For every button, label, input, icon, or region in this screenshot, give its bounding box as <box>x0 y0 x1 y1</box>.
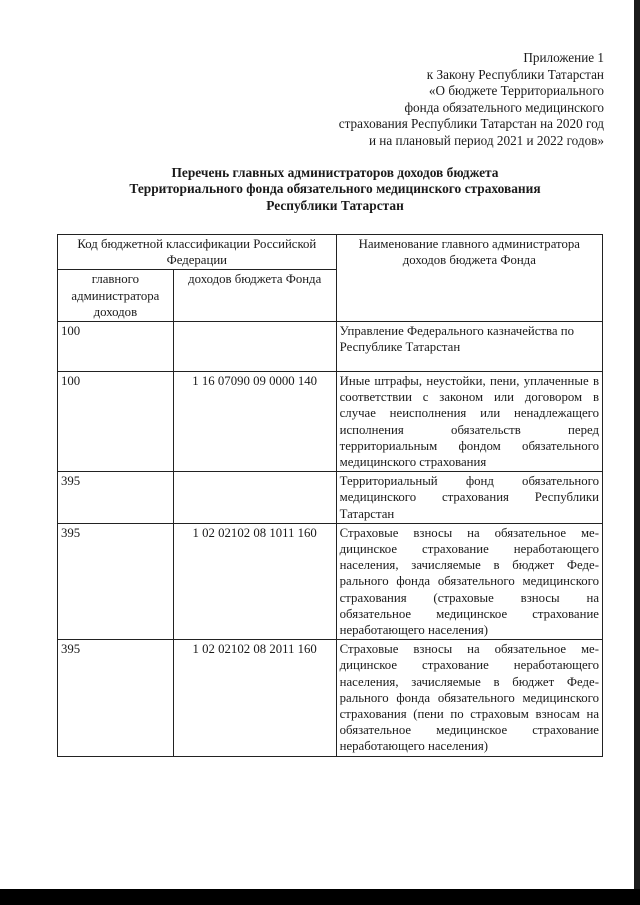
cell-admin-code: 100 <box>58 372 174 472</box>
header-fund-income: доходов бюджета Фонда <box>173 270 336 322</box>
table-row <box>58 372 603 472</box>
appendix-line: Приложение 1 <box>523 50 604 65</box>
cell-admin-code: 395 <box>58 472 174 524</box>
document-title <box>60 165 610 214</box>
cell-income-code: 1 16 07090 09 0000 140 <box>173 372 336 472</box>
cell-income-code <box>173 322 336 372</box>
cell-admin-name: Управление Федерального казначейства по Республике Татарстан <box>336 322 602 372</box>
cell-income-code: 1 02 02102 08 1011 160 <box>173 523 336 639</box>
cell-admin-name: Страховые взносы на обязательное медицинское страхование неработающего населения, зачисляемые в бюджет Федерального фонда обязательного медицинского страхования (пени по страховым взносам на обязательное медицинское страхование неработающего населения) <box>336 640 602 756</box>
title-line: Республики Татарстан <box>266 197 404 213</box>
appendix-line: страхования Республики Татарстан на 2020 год <box>338 116 604 132</box>
administrators-table <box>57 234 603 757</box>
cell-admin-name: Страховые взносы на обязательное медицинское страхование неработающего населения, зачисляемые в бюджет Федерального фонда обязательного медицинского страхования (страховые взносы на обязательное медицинское страхование неработающего населения) <box>336 523 602 639</box>
cell-admin-name: Иные штрафы, неустойки, пени, уплаченные в соответствии с законом или договором в случае неисполнения или ненадлежащего исполнения обязательств перед территориальным фондом обязательного медицинского страхования <box>336 372 602 472</box>
appendix-line: фонда обязательного медицинского <box>404 99 604 115</box>
header-administrator-name: Наименование главного администратора доходов бюджета Фонда <box>336 235 602 322</box>
appendix-line: к Закону Республики Татарстан <box>426 66 604 82</box>
scan-edge-right <box>634 0 640 905</box>
header-main-administrator: главного администратора доходов <box>58 270 174 322</box>
cell-admin-code: 395 <box>58 523 174 639</box>
appendix-line: «О бюджете Территориального <box>428 83 604 99</box>
title-line: Перечень главных администраторов доходов бюджета <box>171 165 499 180</box>
appendix-line: и на плановый период 2021 и 2022 годов» <box>368 132 604 148</box>
header-classification-code: Код бюджетной классификации Российской Федерации <box>58 235 337 270</box>
table-row <box>58 523 603 639</box>
scan-edge-bottom <box>0 889 640 905</box>
appendix-header <box>204 50 604 150</box>
cell-admin-code: 100 <box>58 322 174 372</box>
table-row <box>58 322 603 372</box>
cell-income-code: 1 02 02102 08 2011 160 <box>173 640 336 756</box>
title-line: Территориального фонда обязательного медицинского страхования <box>129 181 541 197</box>
header-row <box>58 235 603 270</box>
cell-admin-code: 395 <box>58 640 174 756</box>
table-row <box>58 472 603 524</box>
table-row <box>58 640 603 756</box>
cell-income-code <box>173 472 336 524</box>
cell-admin-name: Территориальный фонд обязательного медицинского страхования Республики Татарстан <box>336 472 602 524</box>
